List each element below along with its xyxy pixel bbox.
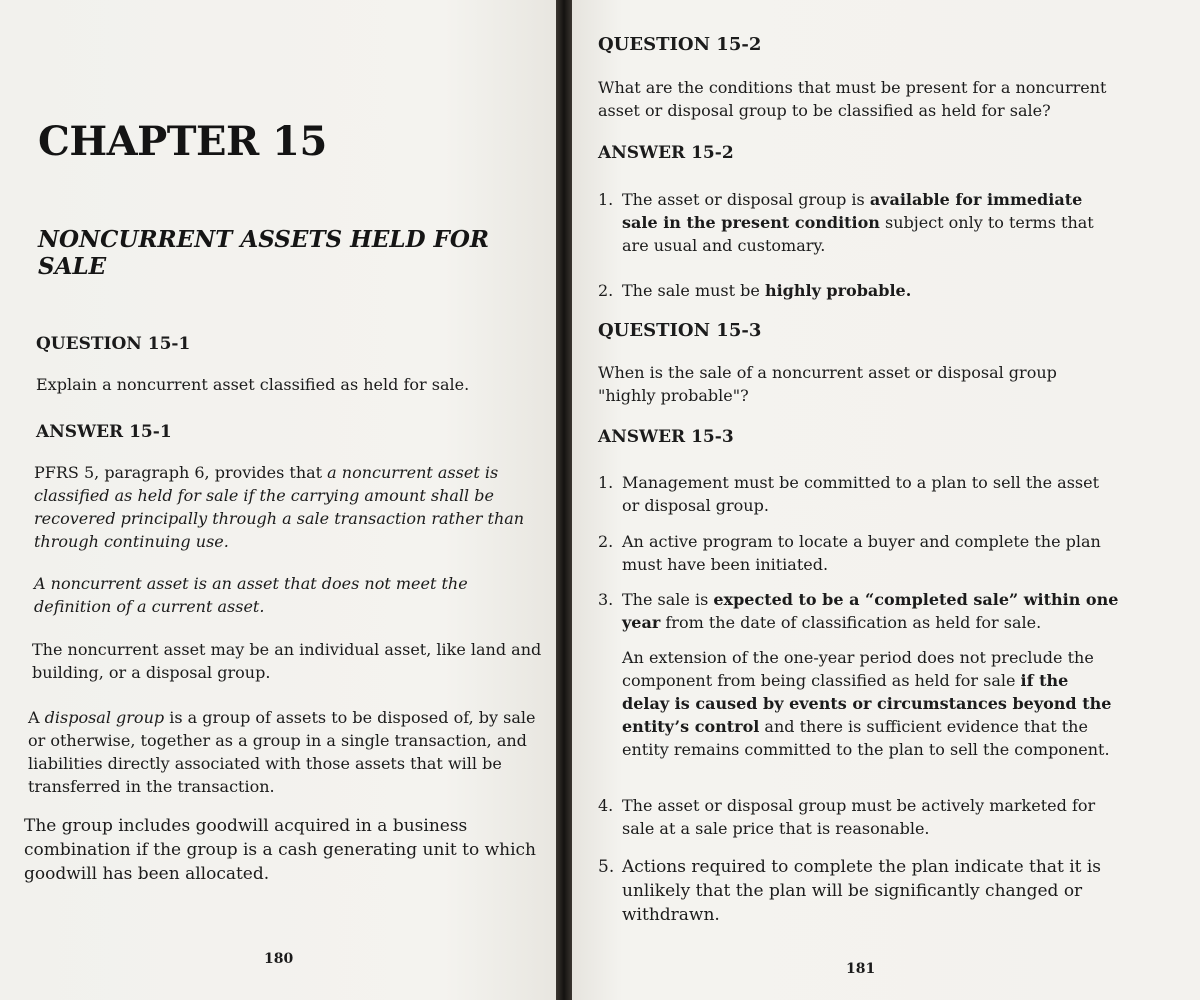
item-text-bold: highly probable. (764, 281, 912, 300)
pfrs5-definition: a noncurrent asset is classified as held for sale if the carrying amount shall be recovered principally through a sale transaction rather than through continuing use. (34, 463, 525, 551)
answer-15-3-item-1 (598, 471, 1120, 517)
item-text-lead: The asset or disposal group is (622, 190, 870, 209)
item-text-lead: The sale must be (622, 281, 765, 300)
chapter-subtitle: NONCURRENT ASSETS HELD FOR SALE (38, 226, 490, 280)
noncurrent-asset-definition: A noncurrent asset is an asset that does not meet the definition of a current asset. (34, 574, 468, 616)
page-number-right: 181 (846, 961, 876, 977)
question-15-2-heading: QUESTION 15-2 (598, 34, 762, 55)
extension-lead: An extension of the one-year period does not preclude the component from being classified as held for sale (622, 648, 1094, 690)
question-15-1-text: Explain a noncurrent asset classified as held for sale. (36, 375, 470, 394)
extension-bold: if the delay is caused by events or circumstances beyond the entity’s control (622, 671, 1112, 736)
disposal-group-definition (28, 706, 540, 798)
item-text: Actions required to complete the plan indicate that it is unlikely that the plan will be significantly changed or withdrawn. (622, 857, 1102, 925)
answer-15-2-item-1 (598, 188, 1120, 257)
page-number-left: 180 (264, 951, 294, 967)
answer-15-1-heading: ANSWER 15-1 (36, 422, 172, 442)
answer-paragraph-pfrs5 (34, 461, 539, 553)
book-gutter (556, 0, 572, 1000)
question-15-3-text: When is the sale of a noncurrent asset or disposal group "highly probable"? (598, 363, 1057, 405)
item-number: 3. (598, 590, 614, 609)
answer-15-2-heading: ANSWER 15-2 (598, 143, 734, 163)
answer-15-3-item-4 (598, 794, 1120, 840)
disposal-group-body: is a group of assets to be disposed of, by sale or otherwise, together as a group in a single transaction, and liabilities directly associated with those assets that will be transferred in the transaction. (28, 708, 536, 796)
item-text-bold: expected to be a “completed sale” within one year (622, 590, 1119, 632)
item-number: 1. (598, 190, 614, 209)
item-text-bold: available for immediate sale in the present condition (622, 190, 1083, 232)
disposal-group-term: disposal group (44, 708, 165, 727)
item-text: The asset or disposal group must be actively marketed for sale at a sale price that is reasonable. (622, 796, 1096, 838)
item-text (622, 188, 1120, 257)
question-15-1-heading: QUESTION 15-1 (36, 334, 191, 354)
goodwill-paragraph: The group includes goodwill acquired in a business combination if the group is a cash generating unit to which goodwill has been allocated. (24, 816, 536, 884)
item-number: 1. (598, 473, 614, 492)
right-page (572, 0, 1200, 1000)
item-text-lead: The sale is (622, 590, 714, 609)
extension-tail: and there is sufficient evidence that the entity remains committed to the plan to sell the component. (622, 717, 1110, 759)
item-text-tail: from the date of classification as held for sale. (660, 613, 1042, 632)
answer-15-3-item-3 (598, 588, 1120, 634)
question-15-3-heading: QUESTION 15-3 (598, 320, 762, 341)
question-15-2-text: What are the conditions that must be present for a noncurrent asset or disposal group to be classified as held for sale? (598, 78, 1107, 120)
item-text: An active program to locate a buyer and complete the plan must have been initiated. (622, 532, 1101, 574)
item-text (622, 588, 1120, 634)
item-number: 2. (598, 281, 614, 300)
item-number: 4. (598, 796, 614, 815)
answer-15-3-item-5 (598, 855, 1120, 927)
left-page (0, 0, 556, 1000)
answer-15-3-heading: ANSWER 15-3 (598, 427, 734, 447)
disposal-group-lead: A (28, 708, 45, 727)
chapter-title: CHAPTER 15 (38, 118, 327, 165)
item-number: 2. (598, 532, 614, 551)
pfrs5-intro: PFRS 5, paragraph 6, provides that (34, 463, 328, 482)
answer-15-3-item-2 (598, 530, 1120, 576)
item-text-tail: subject only to terms that are usual and customary. (622, 213, 1094, 255)
noncurrent-asset-scope: The noncurrent asset may be an individual asset, like land and building, or a disposal group. (32, 640, 542, 682)
answer-15-3-extension-note (622, 646, 1120, 761)
answer-15-2-item-2 (598, 279, 1120, 302)
item-text: Management must be committed to a plan to sell the asset or disposal group. (622, 473, 1100, 515)
item-text (622, 279, 911, 302)
item-number: 5. (598, 857, 615, 877)
